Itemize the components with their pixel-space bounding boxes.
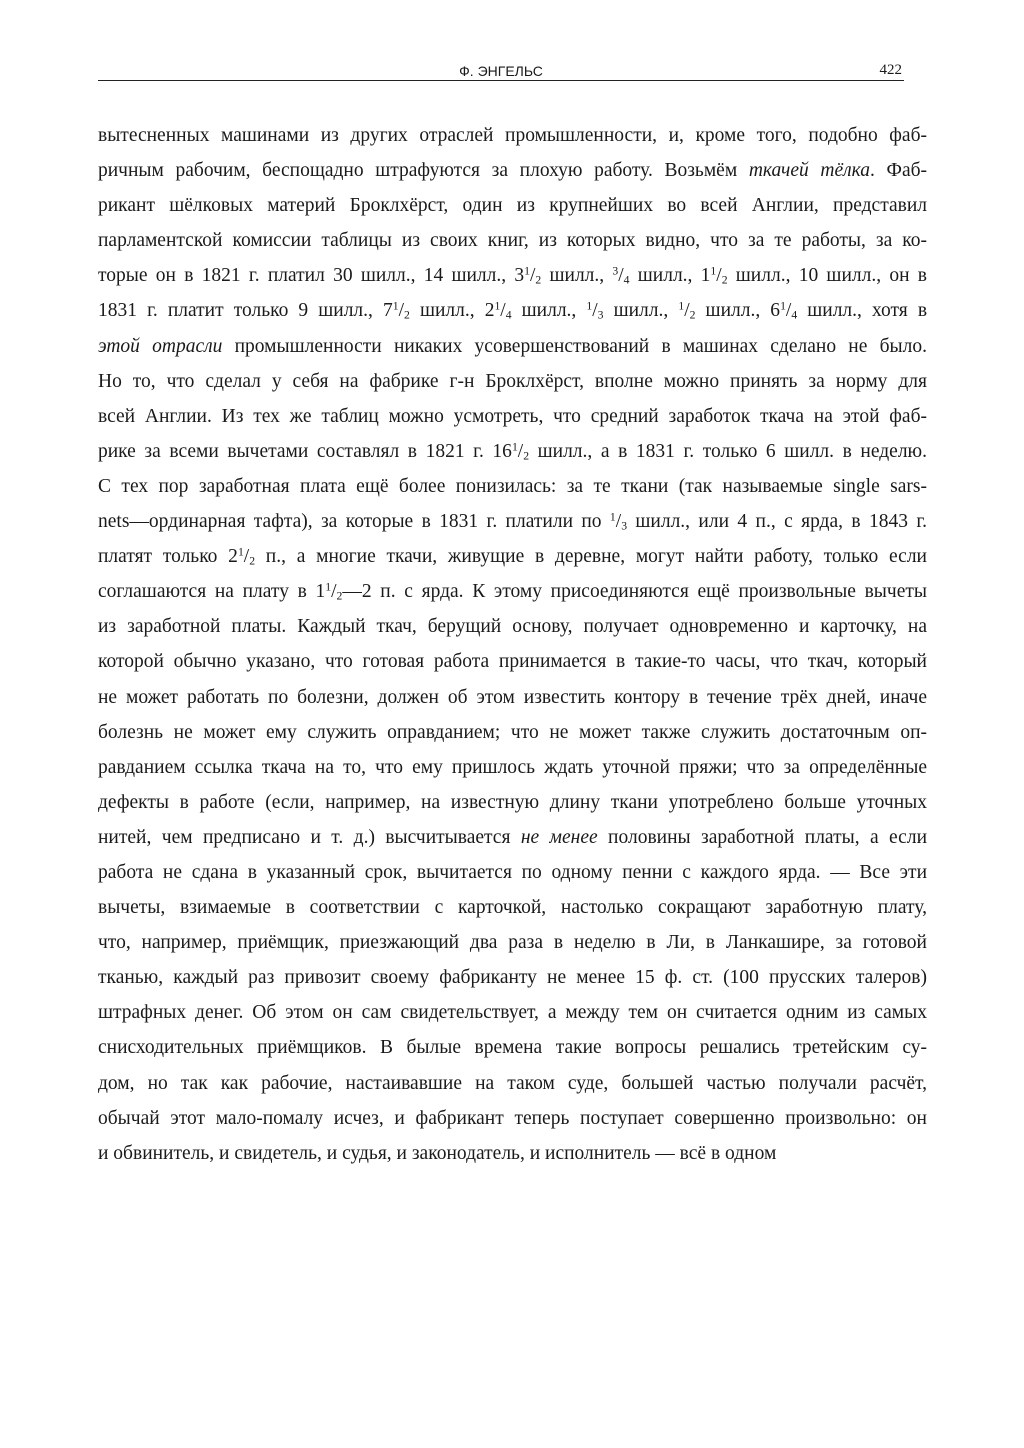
text-run: дом, но так как рабочие, настаивавшие на таком суде, большей частью получали расчёт, bbox=[98, 1072, 927, 1094]
text-line bbox=[98, 329, 927, 364]
subscript: 3 bbox=[597, 308, 604, 322]
text-line bbox=[98, 1066, 927, 1101]
text-line bbox=[98, 960, 927, 995]
superscript: 1 bbox=[678, 300, 685, 314]
text-line bbox=[98, 750, 927, 785]
text-run: / bbox=[684, 300, 690, 322]
emphasis-text: ткачей тёлка bbox=[748, 160, 871, 182]
text-run: парламентской комиссии таблицы из своих книг, из которых видно, что за те работы, за ко- bbox=[98, 230, 927, 252]
text-run: nets—ординарная тафта), за которые в 1831 г. платили по bbox=[98, 511, 610, 533]
superscript: 1 bbox=[511, 440, 518, 454]
text-run: . Фаб- bbox=[870, 160, 927, 182]
text-line bbox=[98, 925, 927, 960]
text-line bbox=[98, 188, 927, 223]
superscript: 3 bbox=[612, 264, 619, 278]
text-line bbox=[98, 434, 927, 469]
text-run: / bbox=[529, 265, 536, 287]
text-run: шилл., хотя в bbox=[797, 300, 927, 322]
text-line bbox=[98, 995, 927, 1030]
text-run: п., а многие ткачи, живущие в деревне, могут найти работу, только если bbox=[255, 546, 927, 568]
subscript: 2 bbox=[336, 589, 343, 603]
text-run: шилл., bbox=[603, 300, 679, 322]
subscript: 4 bbox=[623, 273, 630, 287]
text-run: 1831 г. платит только 9 шилл., 7 bbox=[98, 300, 393, 322]
text-line bbox=[98, 1136, 927, 1171]
text-run: которой обычно указано, что готовая работа принимается в такие-то часы, что ткач, который bbox=[98, 651, 927, 673]
text-run: / bbox=[517, 440, 524, 462]
text-run: ричным рабочим, беспощадно штрафуются за плохую работу. Возьмём bbox=[98, 160, 749, 182]
text-line bbox=[98, 680, 927, 715]
text-run: / bbox=[785, 300, 792, 322]
text-line bbox=[98, 820, 927, 855]
subscript: 4 bbox=[505, 308, 512, 322]
text-run: вычеты, взимаемые в соответствии с карточкой, настолько сокращают заработную плату, bbox=[98, 897, 927, 919]
text-run: / bbox=[618, 265, 624, 287]
text-run: С тех пор заработная плата ещё более понизилась: за те ткани (так называемые single sars- bbox=[98, 475, 927, 497]
text-run: и обвинитель, и свидетель, и судья, и законодатель, и исполнитель — всё в одном bbox=[98, 1142, 777, 1164]
text-run: нитей, чем предписано и т. д.) высчитывается bbox=[98, 826, 521, 848]
superscript: 1 bbox=[494, 300, 501, 314]
text-line bbox=[98, 890, 927, 925]
subscript: 2 bbox=[689, 308, 696, 322]
subscript: 2 bbox=[721, 273, 728, 287]
superscript: 1 bbox=[392, 300, 399, 314]
emphasis-text: этой отрасли bbox=[98, 335, 223, 357]
subscript: 2 bbox=[249, 554, 256, 568]
superscript: 1 bbox=[609, 510, 616, 524]
running-header bbox=[98, 60, 904, 81]
text-line bbox=[98, 118, 927, 153]
text-run: промышленности никаких усовершенствований в машинах сделано не было. bbox=[222, 335, 927, 357]
text-run: Но то, что сделал у себя на фабрике г-н Броклхёрст, вполне можно принять за норму для bbox=[98, 370, 927, 392]
text-run: половины заработной платы, а если bbox=[597, 826, 927, 848]
text-line bbox=[98, 1030, 927, 1065]
text-run: вытесненных машинами из других отраслей промышленности, и, кроме того, подобно фаб- bbox=[98, 125, 927, 146]
text-run: равданием ссылка ткача на то, что ему пришлось ждать уточной пряжи; что за определённые bbox=[98, 756, 927, 778]
text-run: / bbox=[592, 300, 598, 322]
text-run: шилл., bbox=[511, 300, 587, 322]
text-run: / bbox=[716, 265, 722, 287]
text-line bbox=[98, 258, 927, 293]
text-line bbox=[98, 504, 927, 539]
text-run: рике за всеми вычетами составлял в 1821 г. 16 bbox=[98, 440, 512, 462]
text-run: болезнь не может ему служить оправданием; что не может также служить достаточным оп- bbox=[98, 721, 927, 743]
text-line bbox=[98, 153, 927, 188]
text-run: обычай этот мало-помалу исчез, и фабрикант теперь поступает совершенно произвольно: он bbox=[98, 1107, 927, 1129]
text-run: платят только 2 bbox=[98, 546, 238, 568]
text-line bbox=[98, 609, 927, 644]
subscript: 2 bbox=[535, 273, 542, 287]
subscript: 4 bbox=[791, 308, 798, 322]
text-run: шилл., или 4 п., с ярда, в 1843 г. bbox=[627, 511, 927, 533]
text-line bbox=[98, 469, 927, 504]
text-run: шилл., а в 1831 г. только 6 шилл. в неделю. bbox=[529, 440, 927, 462]
running-header-author: Ф. ЭНГЕЛЬС bbox=[459, 63, 543, 79]
text-run: шилл., 2 bbox=[409, 300, 495, 322]
text-run: дефекты в работе (если, например, на известную длину ткани употреблено больше уточных bbox=[98, 791, 927, 813]
superscript: 1 bbox=[524, 264, 530, 278]
text-run: тканью, каждый раз привозит своему фабриканту не менее 15 ф. ст. (100 прусских талеров) bbox=[98, 967, 927, 989]
text-line bbox=[98, 644, 927, 679]
text-run: / bbox=[500, 300, 506, 322]
text-run: соглашаются на плату в 1 bbox=[98, 581, 326, 603]
text-run: штрафных денег. Об этом он сам свидетельствует, а между тем он считается одним из самых bbox=[98, 1002, 927, 1024]
text-run: из заработной платы. Каждый ткач, берущий основу, получает одновременно и карточку, на bbox=[98, 616, 927, 638]
superscript: 1 bbox=[586, 300, 593, 314]
text-run: шилл., 10 шилл., он в bbox=[727, 265, 927, 287]
body-text bbox=[98, 118, 927, 1171]
text-run: / bbox=[243, 546, 250, 568]
superscript: 1 bbox=[237, 545, 244, 559]
text-run: шилл., 1 bbox=[629, 265, 711, 287]
text-line bbox=[98, 364, 927, 399]
text-line bbox=[98, 574, 927, 609]
text-run: / bbox=[331, 581, 337, 603]
text-run: / bbox=[398, 300, 405, 322]
text-line bbox=[98, 855, 927, 890]
emphasis-text: не менее bbox=[520, 826, 598, 848]
text-line bbox=[98, 539, 927, 574]
text-line bbox=[98, 785, 927, 820]
text-run: шилл., bbox=[541, 265, 613, 287]
text-run: торые он в 1821 г. платил 30 шилл., 14 шилл., 3 bbox=[98, 265, 525, 287]
text-run: всей Англии. Из тех же таблиц можно усмотреть, что средний заработок ткача на этой фаб- bbox=[98, 405, 927, 427]
page-number: 422 bbox=[879, 62, 902, 78]
text-run: шилл., 6 bbox=[695, 300, 781, 322]
text-run: рикант шёлковых материй Броклхёрст, один из крупнейших во всей Англии, представил bbox=[98, 195, 927, 217]
superscript: 1 bbox=[710, 264, 717, 278]
text-line bbox=[98, 293, 927, 328]
text-run: работа не сдана в указанный срок, вычитается по одному пенни с каждого ярда. — Все эти bbox=[98, 861, 927, 883]
subscript: 2 bbox=[404, 308, 410, 322]
text-line bbox=[98, 399, 927, 434]
text-run: —2 п. с ярда. К этому присоединяются ещё произвольные вычеты bbox=[342, 581, 927, 603]
superscript: 1 bbox=[325, 580, 332, 594]
text-line bbox=[98, 715, 927, 750]
text-run: / bbox=[615, 511, 622, 533]
subscript: 2 bbox=[523, 449, 530, 463]
text-line bbox=[98, 1101, 927, 1136]
subscript: 3 bbox=[621, 519, 628, 533]
superscript: 1 bbox=[780, 300, 786, 314]
text-run: снисходительных приёмщиков. В былые времена такие вопросы решались третейским су- bbox=[98, 1037, 927, 1059]
text-run: что, например, приёмщик, приезжающий два раза в неделю в Ли, в Ланкашире, за готовой bbox=[98, 932, 927, 954]
text-line bbox=[98, 223, 927, 258]
text-run: не может работать по болезни, должен об этом известить контору в течение трёх дней, иначе bbox=[98, 686, 927, 708]
